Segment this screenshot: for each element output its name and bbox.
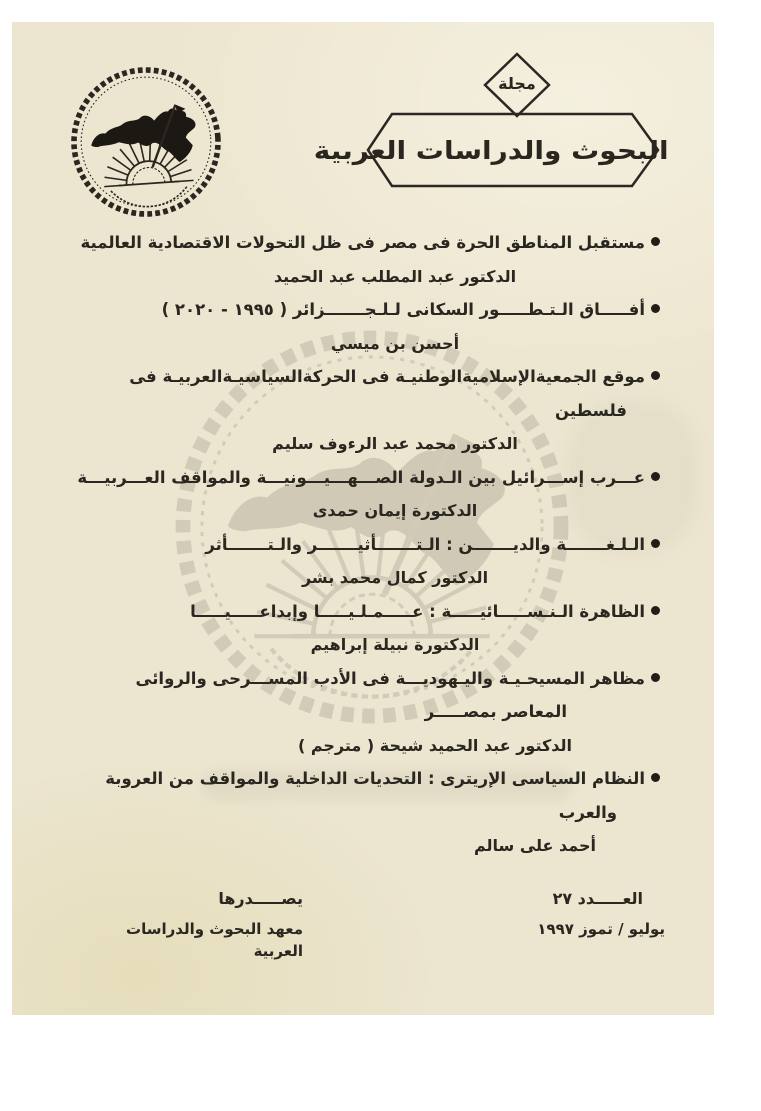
bullet-icon: [651, 773, 660, 782]
bullet-icon: [651, 304, 660, 313]
article-title-line: [80, 226, 660, 260]
article-title: مظاهر المسيحـيـة واليـهوديـــة فى الأدب المســـرحى والروائى: [135, 668, 645, 688]
article-title-line: [100, 360, 660, 394]
article-title-line: [100, 595, 660, 629]
publisher-info: [91, 888, 303, 962]
article-author: الدكتورة نبيلة إبراهيم: [310, 635, 480, 654]
article-title: عـــرب إســـرائيل بين الـدولة الصـــهـــيـــونيـــة والمواقف العـــربيـــة: [77, 467, 645, 487]
toc-item: [100, 360, 660, 461]
bullet-icon: [651, 673, 660, 682]
toc-item: [100, 293, 660, 360]
institute-emblem-logo: [61, 57, 232, 228]
article-title-line: [77, 461, 660, 495]
toc-item: [100, 762, 660, 863]
article-author: الدكتور محمد عبد الرءوف سليم: [272, 434, 518, 453]
toc-item: [77, 461, 660, 528]
journal-title: البحوث والدراسات العربية: [313, 136, 669, 165]
toc-item: [100, 662, 660, 763]
bullet-icon: [651, 472, 660, 481]
article-title: أفـــــاق الـتـطـــــور السكانى لـلـجـــــــزائر ( ١٩٩٥ - ٢٠٢٠ ): [161, 300, 645, 319]
issue-date: يوليو / تموز ١٩٩٧: [537, 920, 665, 938]
article-author: الدكتور عبد الحميد شيحة ( مترجم ): [297, 735, 573, 755]
article-title-line: [100, 293, 660, 327]
article-author: الدكتورة إيمان حمدى: [312, 501, 478, 520]
article-title: موقع الجمعيةالإسلاميةالوطنيـة فى الحركةالسياسيـةالعربيـة فى: [129, 367, 645, 386]
article-title-line: [100, 528, 660, 562]
toc-item: [100, 595, 660, 662]
article-title: مستقبل المناطق الحرة فى مصر فى ظل التحولات الاقتصادية العالمية: [80, 233, 645, 252]
toc-item: [100, 528, 660, 595]
issue-info: [537, 888, 665, 940]
article-author: الدكتور عبد المطلب عبد الحميد: [273, 266, 517, 286]
table-of-contents: [77, 226, 660, 863]
article-title-line: فلسطين: [555, 400, 627, 420]
bullet-icon: [651, 539, 660, 548]
article-title-line: [100, 762, 660, 796]
issue-number: العـــــدد ٢٧: [552, 889, 643, 908]
article-author: أحسن بن ميسي: [330, 333, 460, 353]
masthead-frame: [366, 52, 660, 188]
publisher-label: يصـــــدرها: [218, 889, 303, 908]
bullet-icon: [651, 237, 660, 246]
article-title: الـلـغـــــــة والديـــــــن : الـتـــــــأثيـــــــر والـتـــــــأثر: [205, 534, 645, 554]
article-title: الظاهرة الـنـســـــائيـــــة : عـــــمـلـيـــــا وإبداعـــــيـــــا: [190, 601, 645, 621]
article-author: أحمد على سالم: [473, 836, 597, 855]
bullet-icon: [651, 606, 660, 615]
article-title-line: والعرب: [558, 802, 617, 822]
journal-cover-page: [12, 22, 714, 1015]
article-title-line: [100, 662, 660, 696]
article-title: النظام السياسى الإريترى : التحديات الداخلية والمواقف من العروبة: [105, 769, 645, 788]
article-author: الدكتور كمال محمد بشر: [301, 568, 489, 587]
article-title-line: المعاصر بمصـــــر: [424, 702, 567, 721]
toc-item: [80, 226, 660, 293]
publisher-name: معهد البحوث والدراسات العربية: [126, 920, 303, 960]
masthead-badge: مجلة: [498, 74, 536, 93]
bullet-icon: [651, 371, 660, 380]
